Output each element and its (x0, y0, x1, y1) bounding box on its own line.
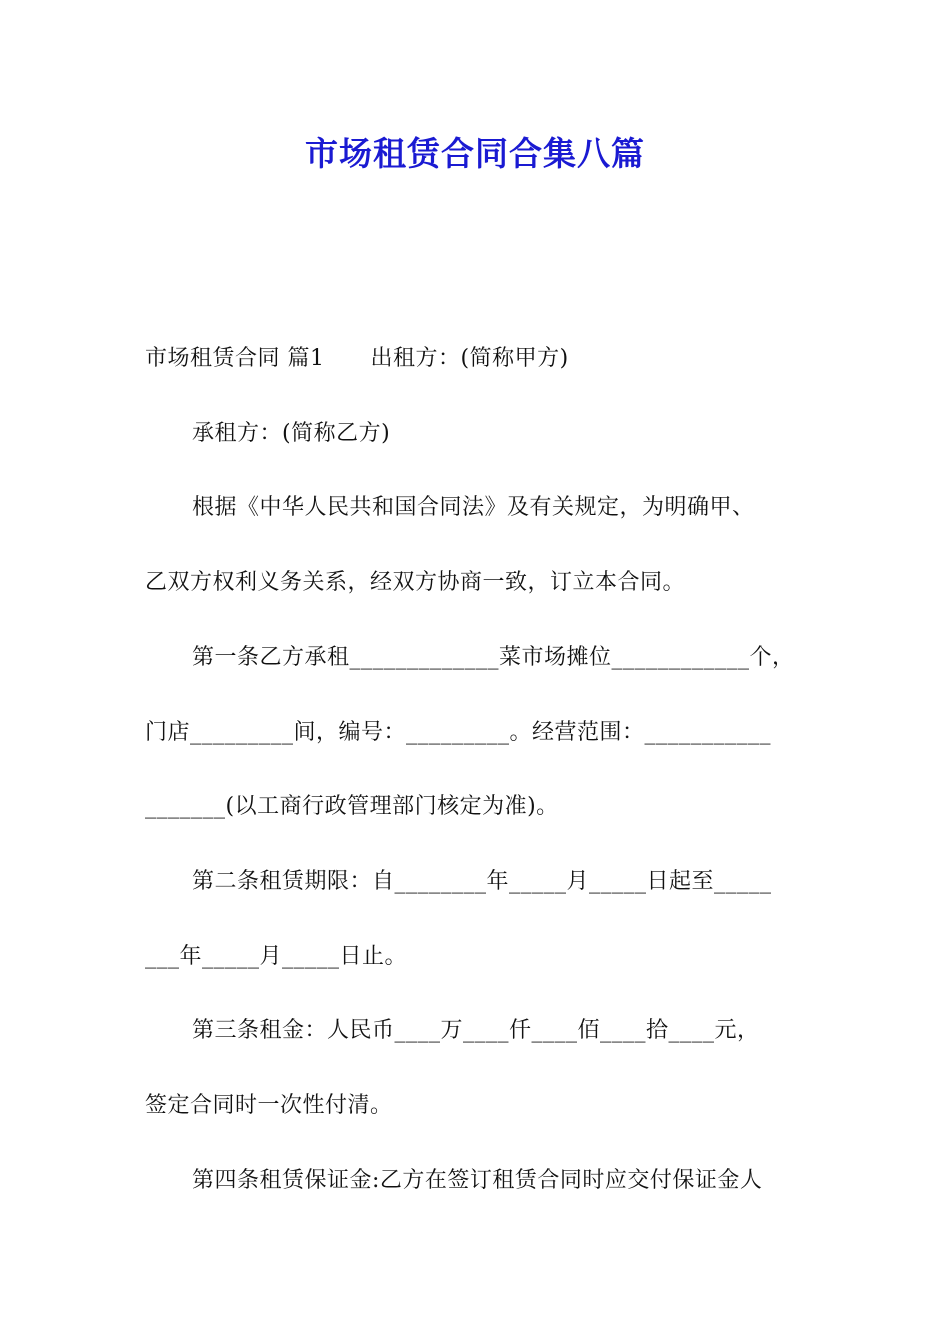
paragraph-line: 签定合同时一次性付清。 (145, 1093, 393, 1118)
paragraph-line: _______(以工商行政管理部门核定为准)。 (145, 794, 559, 819)
article-heading: 市场租赁合同 篇1 (145, 346, 325, 371)
document-title: 市场租赁合同合集八篇 (305, 134, 645, 173)
article-heading-line (145, 344, 569, 374)
lessee-line: 承租方：(简称乙方) (192, 421, 391, 446)
paragraph-line: 第二条租赁期限：自________年_____月_____日起至_____ (192, 869, 772, 894)
paragraph-line: 根据《中华人民共和国合同法》及有关规定，为明确甲、 (192, 495, 755, 520)
paragraph-line: 门店_________间，编号：_________。经营范围：___________ (145, 720, 772, 745)
paragraph-line: 第一条乙方承租_____________菜市场摊位____________个， (192, 645, 795, 670)
lessor-line: 出租方：(简称甲方) (370, 346, 569, 371)
paragraph-line: 第三条租金：人民币____万____仟____佰____拾____元， (192, 1018, 760, 1043)
paragraph-line: ___年_____月_____日止。 (145, 944, 408, 969)
paragraph-line: 乙双方权利义务关系，经双方协商一致，订立本合同。 (145, 570, 686, 595)
paragraph-line: 第四条租赁保证金:乙方在签订租赁合同时应交付保证金人 (192, 1168, 763, 1193)
